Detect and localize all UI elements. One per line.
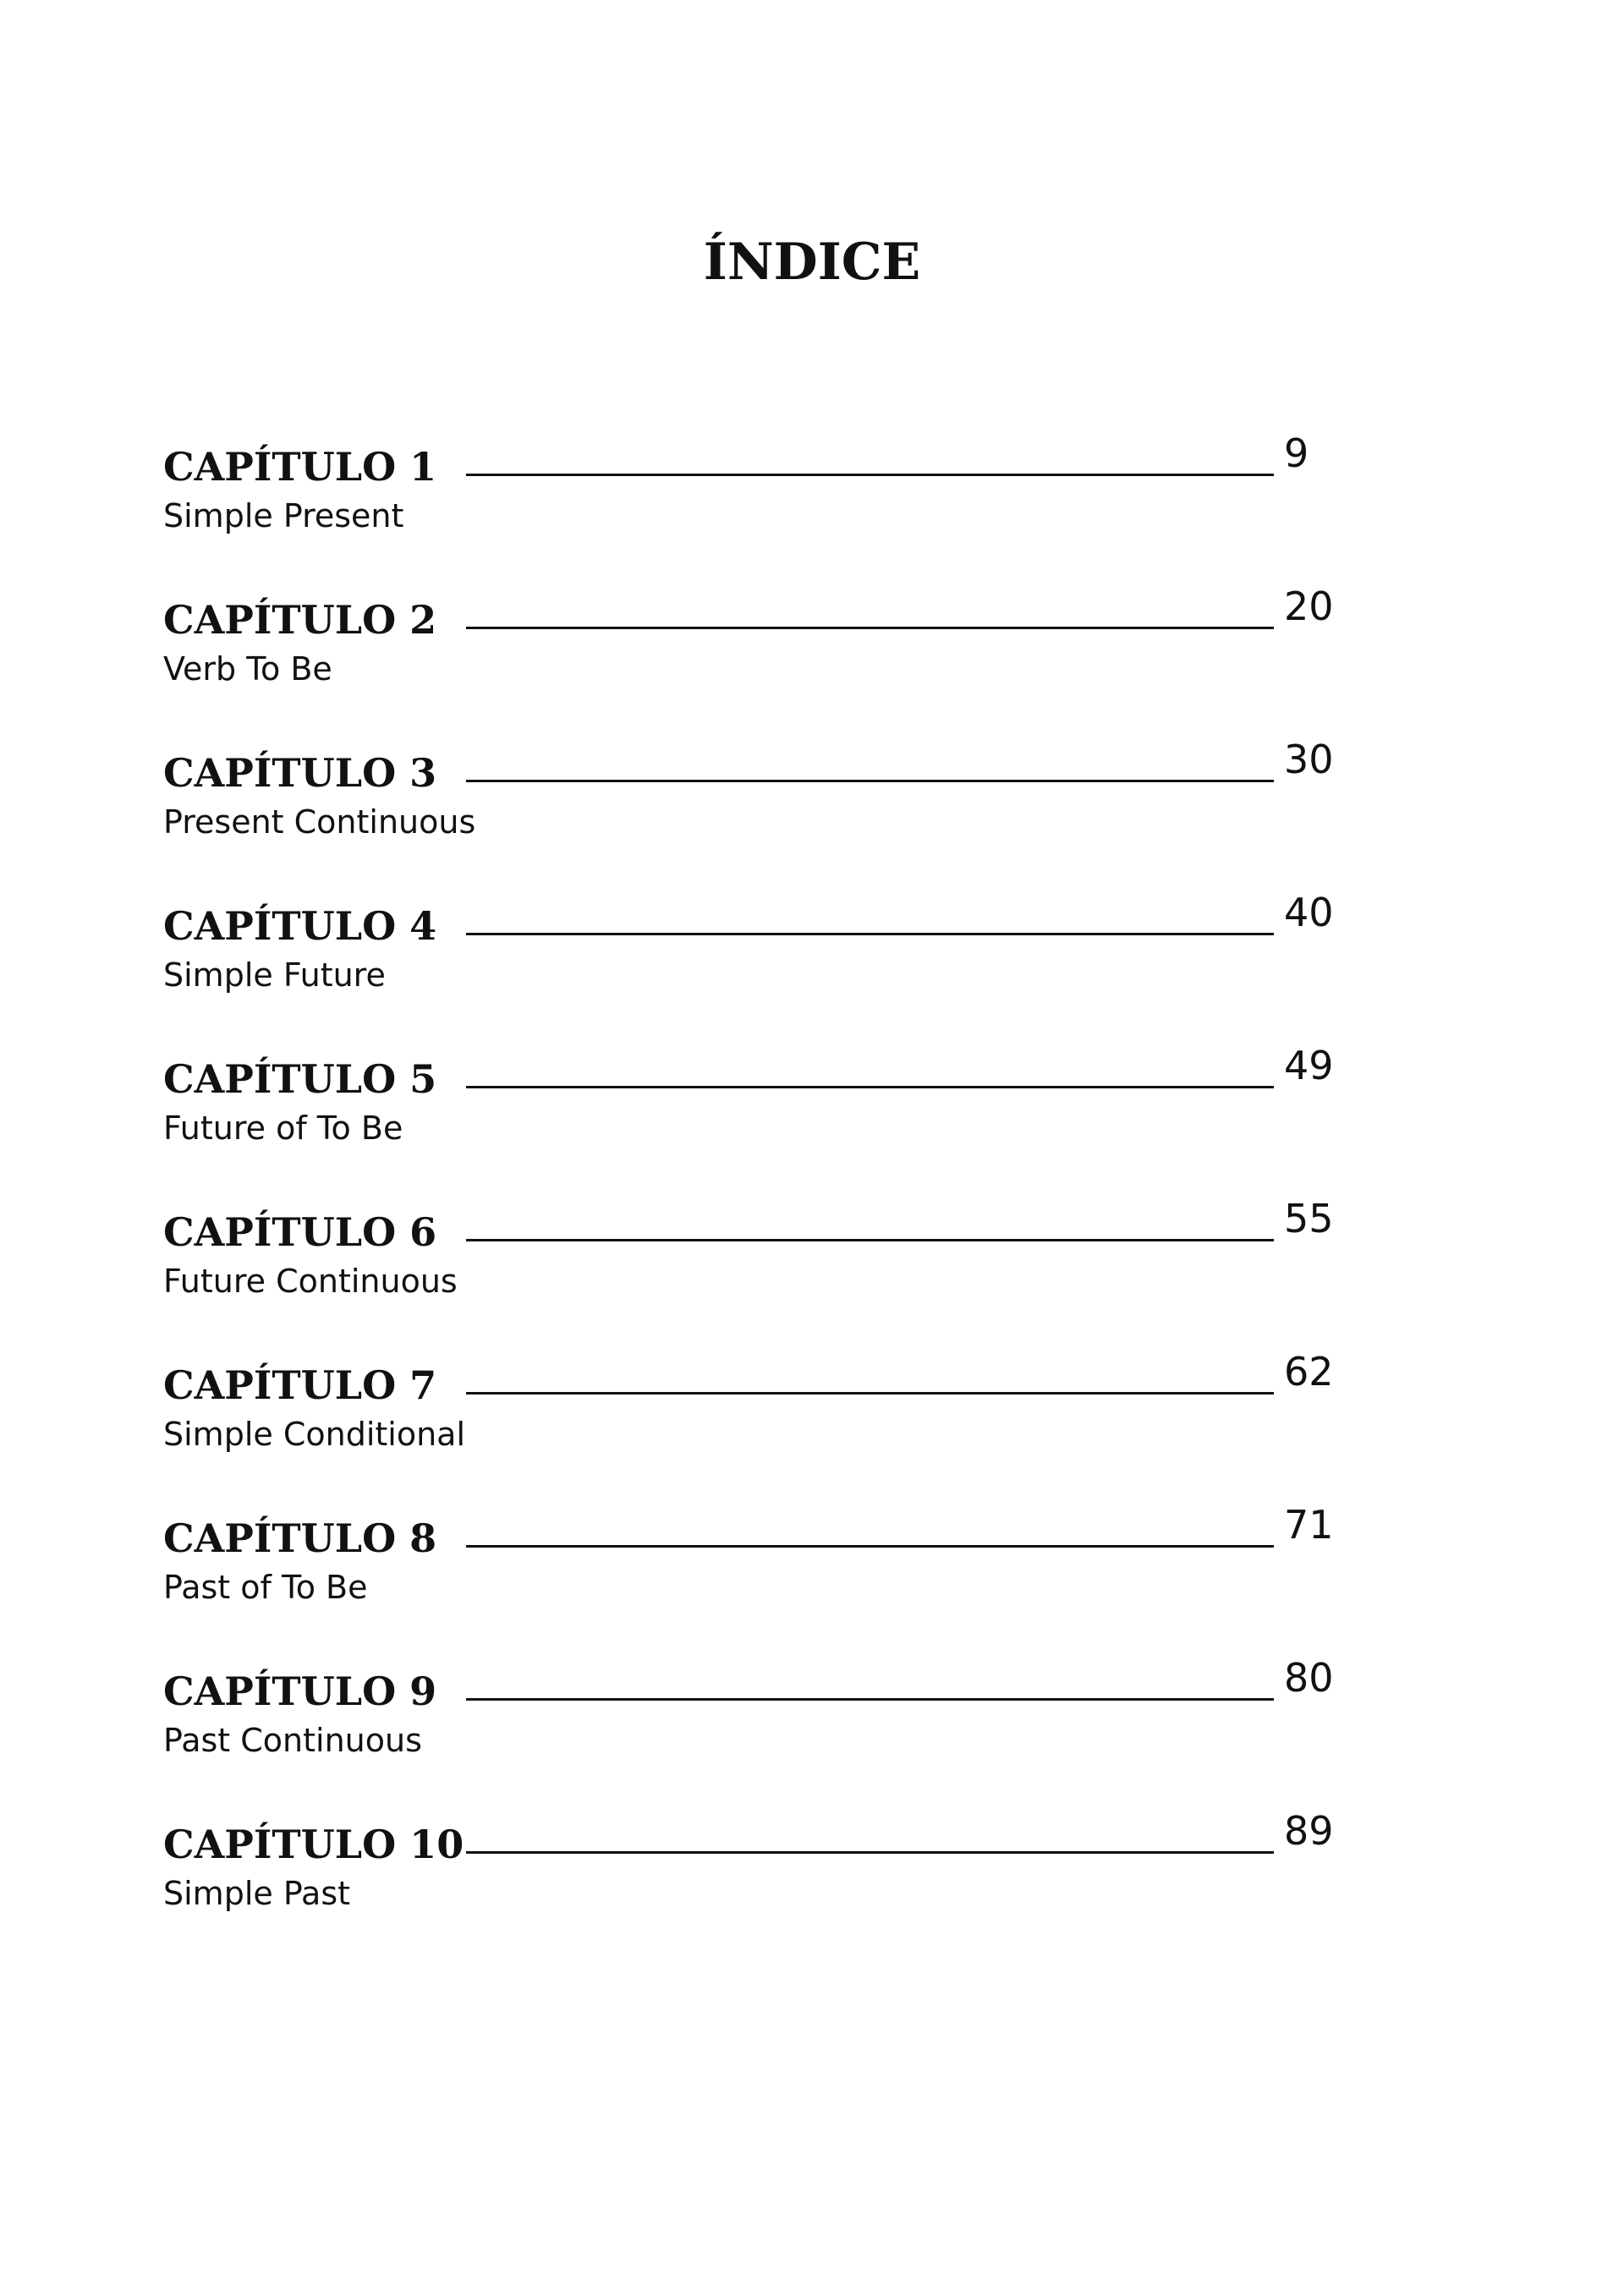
toc-entry-chapter-6[interactable] [163, 1196, 1347, 1358]
toc-entry-chapter-10[interactable] [163, 1808, 1347, 1970]
page-number: 80 [1284, 1655, 1334, 1701]
chapter-subtitle: Simple Past [163, 1875, 351, 1912]
toc-entry-chapter-2[interactable] [163, 584, 1347, 746]
chapter-heading: CAPÍTULO 5 [163, 1056, 437, 1102]
leader-line [466, 1239, 1274, 1241]
chapter-subtitle: Past Continuous [163, 1722, 422, 1759]
chapter-heading: CAPÍTULO 9 [163, 1669, 437, 1714]
chapter-heading: CAPÍTULO 10 [163, 1822, 464, 1867]
toc-entry-chapter-4[interactable] [163, 890, 1347, 1052]
table-of-contents [163, 430, 1347, 1970]
chapter-heading: CAPÍTULO 6 [163, 1209, 437, 1255]
chapter-subtitle: Future Continuous [163, 1263, 458, 1300]
chapter-subtitle: Verb To Be [163, 650, 332, 688]
toc-entry-chapter-5[interactable] [163, 1043, 1347, 1205]
chapter-heading: CAPÍTULO 8 [163, 1515, 437, 1561]
page-number: 89 [1284, 1808, 1334, 1854]
toc-entry-chapter-8[interactable] [163, 1502, 1347, 1664]
chapter-subtitle: Future of To Be [163, 1110, 403, 1147]
chapter-heading: CAPÍTULO 1 [163, 444, 437, 490]
chapter-heading: CAPÍTULO 2 [163, 597, 437, 643]
leader-line [466, 780, 1274, 782]
page-number: 30 [1284, 737, 1334, 782]
chapter-subtitle: Present Continuous [163, 803, 476, 841]
chapter-subtitle: Simple Future [163, 956, 386, 994]
page-number: 40 [1284, 890, 1334, 935]
chapter-heading: CAPÍTULO 4 [163, 903, 437, 949]
page-title: ÍNDICE [703, 233, 921, 292]
page-number: 55 [1284, 1196, 1334, 1241]
page-number: 49 [1284, 1043, 1334, 1088]
leader-line [466, 1392, 1274, 1395]
toc-entry-chapter-9[interactable] [163, 1655, 1347, 1817]
leader-line [466, 474, 1274, 476]
leader-line [466, 1698, 1274, 1701]
leader-line [466, 1545, 1274, 1548]
toc-entry-chapter-3[interactable] [163, 737, 1347, 899]
leader-line [466, 933, 1274, 935]
page-number: 71 [1284, 1502, 1334, 1548]
chapter-heading: CAPÍTULO 3 [163, 750, 437, 796]
page-number: 9 [1284, 430, 1309, 476]
chapter-heading: CAPÍTULO 7 [163, 1362, 437, 1408]
leader-line [466, 627, 1274, 629]
chapter-subtitle: Past of To Be [163, 1569, 368, 1606]
page-number: 20 [1284, 584, 1334, 629]
chapter-subtitle: Simple Conditional [163, 1416, 466, 1453]
toc-entry-chapter-1[interactable] [163, 430, 1347, 593]
chapter-subtitle: Simple Present [163, 497, 404, 534]
leader-line [466, 1086, 1274, 1088]
page-number: 62 [1284, 1349, 1334, 1395]
leader-line [466, 1851, 1274, 1854]
toc-entry-chapter-7[interactable] [163, 1349, 1347, 1511]
